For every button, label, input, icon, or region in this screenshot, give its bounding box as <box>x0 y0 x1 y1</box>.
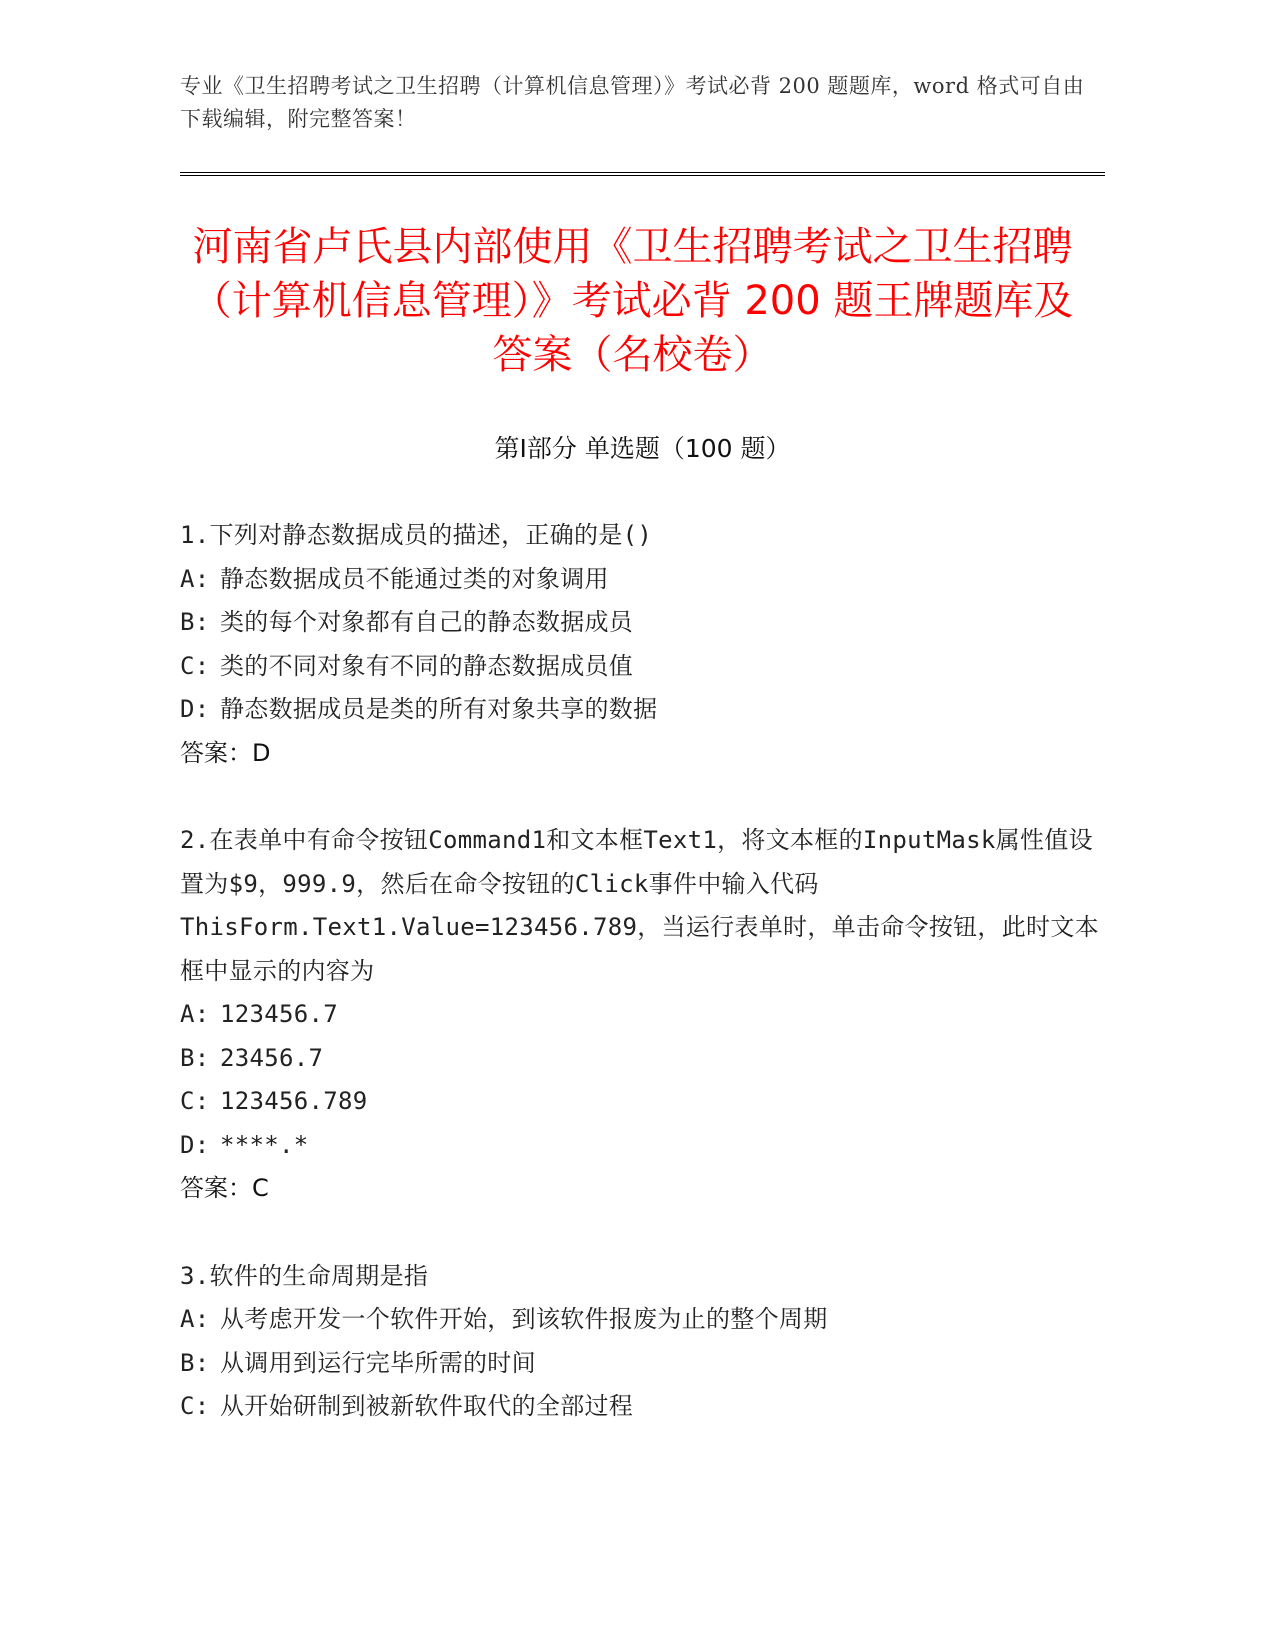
question-2 <box>180 819 1105 1211</box>
option-letter: B: <box>180 608 210 636</box>
option-text: 静态数据成员是类的所有对象共享的数据 <box>220 695 658 723</box>
option-text: 23456.7 <box>220 1043 324 1072</box>
question-stem: 3.软件的生命周期是指 <box>180 1261 429 1290</box>
answer-line: 答案：D <box>180 738 271 767</box>
document-title: 河南省卢氏县内部使用《卫生招聘考试之卫生招聘（计算机信息管理）》考试必背 200 题王牌题库及答案（名校卷） <box>191 224 1074 378</box>
option-text: ****.* <box>220 1130 309 1159</box>
answer-line: 答案：C <box>180 1174 269 1202</box>
option-text: 从调用到运行完毕所需的时间 <box>220 1348 536 1377</box>
option-a <box>180 1298 1105 1342</box>
option-b <box>180 1037 1105 1081</box>
header-divider <box>180 172 1105 176</box>
option-letter: C: <box>180 1087 210 1115</box>
option-text: 类的每个对象都有自己的静态数据成员 <box>220 608 634 636</box>
option-a <box>180 558 1105 602</box>
question-1 <box>180 514 1105 775</box>
option-c <box>180 1080 1105 1124</box>
option-text: 123456.7 <box>220 1000 338 1028</box>
option-text: 从考虑开发一个软件开始，到该软件报废为止的整个周期 <box>220 1305 828 1333</box>
option-d <box>180 688 1105 732</box>
option-letter: A: <box>180 1305 210 1333</box>
option-text: 类的不同对象有不同的静态数据成员值 <box>220 651 634 680</box>
question-stem: 1.下列对静态数据成员的描述，正确的是() <box>180 521 653 549</box>
option-letter: D: <box>180 695 210 723</box>
header-note: 专业《卫生招聘考试之卫生招聘（计算机信息管理）》考试必背 200 题题库，word 格式可自由下载编辑，附完整答案！ <box>180 74 1085 131</box>
option-text: 静态数据成员不能通过类的对象调用 <box>220 564 609 593</box>
question-list <box>180 514 1105 1429</box>
option-a <box>180 993 1105 1037</box>
option-letter: B: <box>180 1348 210 1377</box>
question-3 <box>180 1255 1105 1429</box>
option-c <box>180 645 1105 689</box>
option-letter: A: <box>180 564 210 593</box>
option-letter: A: <box>180 1000 210 1028</box>
option-letter: C: <box>180 1392 210 1420</box>
question-stem: 2.在表单中有命令按钮Command1和文本框Text1，将文本框的InputMask属性值设置为$9，999.9，然后在命令按钮的Click事件中输入代码ThisForm.Text1.Value=123456.789，当运行表单时，单击命令按钮，此时文本框中显示的内容为 <box>180 826 1099 985</box>
option-letter: C: <box>180 651 210 680</box>
option-text: 123456.789 <box>220 1087 368 1115</box>
option-c <box>180 1385 1105 1429</box>
option-b <box>180 601 1105 645</box>
section-title: 第Ⅰ部分 单选题（100 题） <box>494 434 791 463</box>
option-d <box>180 1124 1105 1168</box>
document-page <box>180 70 1105 1473</box>
option-text: 从开始研制到被新软件取代的全部过程 <box>220 1392 634 1420</box>
option-letter: B: <box>180 1043 210 1072</box>
option-letter: D: <box>180 1130 210 1159</box>
option-b <box>180 1342 1105 1386</box>
